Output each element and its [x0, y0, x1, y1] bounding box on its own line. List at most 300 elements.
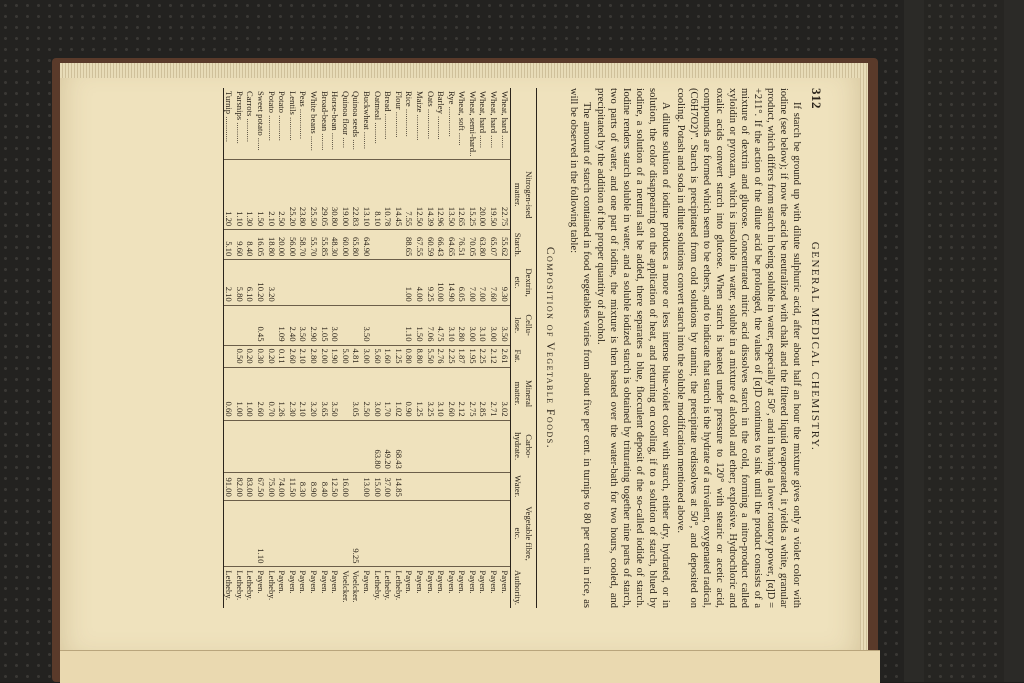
table-cell — [436, 472, 447, 500]
table-cell: 91.00 — [223, 472, 234, 500]
table-cell: 4.75 — [436, 305, 447, 345]
table-row — [255, 88, 266, 608]
table-cell: 3.20 — [266, 260, 277, 305]
food-name-cell: White beans ....... — [309, 91, 319, 151]
table-cell: 2.60 — [287, 345, 298, 367]
table-cell — [340, 260, 351, 305]
table-cell: 2.12 — [457, 367, 468, 420]
table-cell: 1.50 — [255, 160, 266, 230]
table-cell: 2.25 — [478, 345, 489, 367]
food-name-cell: Wheat, hard ...... — [499, 91, 510, 149]
table-cell: 29.05 — [319, 160, 330, 230]
table-cell: Letheby. — [393, 567, 404, 608]
table-cell: 11.50 — [287, 472, 298, 500]
food-name-cell: Wheat, soft ...... — [457, 91, 468, 146]
table-cell: 3.02 — [499, 367, 510, 420]
table-header-row — [510, 88, 536, 608]
food-name-cell: Rice ............. — [404, 91, 415, 137]
table-cell: 15.25 — [467, 160, 478, 230]
table-cell: 12.96 — [436, 160, 447, 230]
table-cell: 8.30 — [298, 472, 309, 500]
table-cell — [277, 500, 288, 567]
table-cell: 23.80 — [298, 160, 309, 230]
table-cell: 75.00 — [266, 472, 277, 500]
table-cell: 0.20 — [266, 345, 277, 367]
table-cell — [234, 500, 245, 567]
table-row — [277, 88, 288, 608]
table-cell: 10.00 — [436, 260, 447, 305]
background-panel — [904, 0, 1024, 682]
table-cell: 30.80 — [330, 160, 341, 230]
table-cell — [383, 305, 394, 345]
table-cell: Voelcker. — [340, 567, 351, 608]
table-cell: 9.25 — [351, 500, 362, 567]
column-header: Authority. — [510, 567, 536, 608]
table-row — [372, 88, 383, 608]
table-cell — [372, 500, 383, 567]
table-cell: Payen. — [425, 567, 436, 608]
table-cell: 37.00 — [383, 472, 394, 500]
food-name-cell: Parsnips .......... — [234, 91, 245, 144]
food-name-cell: Broad-bean ........ — [319, 91, 330, 151]
table-row — [340, 88, 351, 608]
table-cell: Payen. — [467, 567, 478, 608]
table-row — [446, 88, 457, 608]
table-row — [499, 88, 510, 608]
table-cell — [245, 305, 256, 345]
table-cell: 0.30 — [255, 345, 266, 367]
table-cell: 2.85 — [478, 367, 489, 420]
table-cell: 1.90 — [330, 345, 341, 367]
table-cell: 2.50 — [277, 160, 288, 230]
table-cell — [393, 230, 404, 260]
table-cell: 7.06 — [425, 305, 436, 345]
table-cell: Payen. — [361, 567, 372, 608]
table-cell: 10.78 — [383, 160, 394, 230]
table-cell: 12.65 — [457, 160, 468, 230]
table-cell: Payen. — [436, 567, 447, 608]
table-cell: 55.70 — [308, 230, 319, 260]
table-cell: 20.00 — [478, 160, 489, 230]
table-cell: 8.40 — [319, 472, 330, 500]
table-cell: 8.40 — [245, 230, 256, 260]
table-cell: 6.10 — [245, 260, 256, 305]
table-cell: 60.59 — [425, 230, 436, 260]
table-cell: 10.20 — [255, 260, 266, 305]
table-cell: Payen. — [478, 567, 489, 608]
table-cell: 1.00 — [245, 367, 256, 420]
table-row — [393, 88, 404, 608]
table-cell: 55.85 — [319, 230, 330, 260]
table-cell — [277, 420, 288, 472]
table-cell: 82.00 — [234, 472, 245, 500]
table-cell — [340, 420, 351, 472]
table-cell — [287, 260, 298, 305]
table-cell — [287, 500, 298, 567]
table-cell: 3.50 — [361, 305, 372, 345]
table-cell: 2.76 — [436, 345, 447, 367]
table-cell — [298, 500, 309, 567]
table-cell — [351, 305, 362, 345]
food-name-cell: Bread ............ — [383, 91, 394, 140]
table-cell — [499, 500, 510, 567]
table-cell — [404, 500, 415, 567]
table-cell — [457, 500, 468, 567]
food-name-cell: Lentils ........... — [287, 91, 298, 141]
table-cell: 2.75 — [467, 367, 478, 420]
table-cell: 5.10 — [223, 230, 234, 260]
food-name-cell: Wheat, hard ...... — [478, 91, 489, 149]
table-cell: 5.00 — [340, 345, 351, 367]
table-cell — [457, 420, 468, 472]
table-cell: 25.20 — [287, 160, 298, 230]
table-row — [404, 88, 415, 608]
table-cell: 68.43 — [393, 420, 404, 472]
column-header: Water. — [510, 472, 536, 500]
table-cell — [223, 345, 234, 367]
background-panel-texture — [924, 0, 1004, 682]
table-cell: 70.05 — [467, 230, 478, 260]
food-name-cell: Quinoa seeds ..... — [351, 91, 362, 150]
table-cell: 2.80 — [308, 345, 319, 367]
table-cell: 2.10 — [298, 345, 309, 367]
table-cell — [436, 420, 447, 472]
table-cell: 12.50 — [414, 160, 425, 230]
table-cell: 19.50 — [489, 160, 500, 230]
table-cell — [393, 500, 404, 567]
table-cell: 12.50 — [330, 472, 341, 500]
food-name-cell: Sweet potato ...... — [256, 91, 267, 151]
table-cell: 2.61 — [499, 345, 510, 367]
table-cell: 67.50 — [255, 472, 266, 500]
table-cell — [425, 500, 436, 567]
table-cell: 2.10 — [298, 367, 309, 420]
table-cell: 1.00 — [404, 260, 415, 305]
table-cell: 9.60 — [234, 230, 245, 260]
table-cell — [457, 472, 468, 500]
table-row — [489, 88, 500, 608]
table-cell — [308, 260, 319, 305]
table-cell — [489, 472, 500, 500]
table-cell — [372, 230, 383, 260]
table-cell: 18.80 — [266, 230, 277, 260]
table-row — [478, 88, 489, 608]
table-cell — [393, 260, 404, 305]
table-cell — [223, 420, 234, 472]
page-header — [808, 88, 822, 608]
table-cell: Payen. — [319, 567, 330, 608]
table-title: Composition of Vegetable Foods. — [543, 246, 556, 450]
table-cell: 2.25 — [446, 345, 457, 367]
food-name-cell: Potato ............ — [266, 91, 277, 141]
table-row — [308, 88, 319, 608]
table-cell — [298, 420, 309, 472]
table-cell: 8.10 — [372, 160, 383, 230]
table-cell: 1.10 — [255, 500, 266, 567]
table-cell — [383, 500, 394, 567]
table-cell — [287, 420, 298, 472]
table-cell: 3.50 — [499, 305, 510, 345]
food-name-cell: Peas .............. — [298, 91, 309, 139]
table-cell: 3.10 — [446, 305, 457, 345]
table-row — [351, 88, 362, 608]
table-cell: 2.60 — [255, 367, 266, 420]
table-cell — [266, 420, 277, 472]
column-header: Cellu-lose. — [510, 305, 536, 345]
table-cell: 7.55 — [404, 160, 415, 230]
food-name-cell: Flour ............ — [393, 91, 404, 138]
table-cell — [414, 472, 425, 500]
table-cell — [330, 420, 341, 472]
table-cell: 2.12 — [489, 345, 500, 367]
table-cell: Payen. — [298, 567, 309, 608]
table-cell — [234, 420, 245, 472]
table-row — [414, 88, 425, 608]
table-cell: 16.05 — [255, 230, 266, 260]
table-cell: Payen. — [308, 567, 319, 608]
table-cell: 4.00 — [414, 260, 425, 305]
table-cell — [393, 305, 404, 345]
table-cell: 0.50 — [234, 345, 245, 367]
table-cell — [372, 305, 383, 345]
table-cell: 4.81 — [351, 345, 362, 367]
table-cell — [245, 420, 256, 472]
table-cell: 3.00 — [372, 367, 383, 420]
table-cell — [425, 420, 436, 472]
table-row — [234, 88, 245, 608]
table-cell: 25.50 — [308, 160, 319, 230]
table-cell: 2.30 — [287, 367, 298, 420]
table-row — [457, 88, 468, 608]
table-cell: 0.60 — [223, 367, 234, 420]
table-cell: 13.00 — [361, 472, 372, 500]
column-header — [510, 88, 536, 160]
table-cell — [383, 260, 394, 305]
table-cell: 67.55 — [414, 230, 425, 260]
table-cell: 14.39 — [425, 160, 436, 230]
table-header — [510, 88, 536, 608]
food-name-cell: Turnip ............ — [223, 88, 234, 160]
table-cell: 2.10 — [223, 260, 234, 305]
table-cell — [478, 500, 489, 567]
table-cell: 13.10 — [361, 160, 372, 230]
table-cell: 16.00 — [340, 472, 351, 500]
table-cell: 2.10 — [266, 160, 277, 230]
table-cell — [489, 500, 500, 567]
table-cell: 3.50 — [330, 367, 341, 420]
food-name-cell: Potato ............ — [277, 91, 288, 141]
food-name-cell: Oats .............. — [425, 91, 436, 139]
table-cell: Payen. — [499, 567, 510, 608]
table-cell: 19.00 — [340, 160, 351, 230]
paragraph: A dilute solution of iodine produces a more or less intense blue-violet color with starch, either dry, hydrated, or in solution, the color disappearing on the application of heat, and returning on cooling, if to a solution of starch, blued by iodine, a solution of a neutral salt be added, there separates a blue, flocculent deposit of the so-called iodide of starch. Iodine renders starch soluble in water, and a soluble iodized starch is obtained by triturating together nine parts of starch, two parts of water, and one part of iodine, the mixture is then heated over the water-bath for two hours, cooled, and precipitated by the addition of the proper quantity of alcohol. — [595, 88, 672, 608]
table-cell: Letheby. — [372, 567, 383, 608]
table-cell — [319, 500, 330, 567]
table-cell — [308, 420, 319, 472]
table-cell: Letheby. — [383, 567, 394, 608]
food-name-cell: Wheat, semi-hard.. — [467, 91, 478, 157]
table-cell: 20.00 — [277, 230, 288, 260]
table-row — [266, 88, 277, 608]
table-cell: 64.90 — [361, 230, 372, 260]
table-cell: 2.50 — [361, 367, 372, 420]
food-name-cell: Rye .............. — [446, 91, 457, 137]
table-cell: 1.25 — [393, 345, 404, 367]
page-content — [47, 88, 822, 608]
table-cell: 49.20 — [383, 420, 394, 472]
table-cell — [467, 500, 478, 567]
column-header: Carbo-hydrate. — [510, 420, 536, 472]
paragraph: The amount of starch contained in food vegetables varies from about five per cent. in turnips to 80 per cent. in rice, as will be observed in the following table: — [567, 88, 592, 608]
table-cell: 1.50 — [414, 305, 425, 345]
table-cell — [372, 260, 383, 305]
table-cell — [308, 500, 319, 567]
table-cell: 58.70 — [298, 230, 309, 260]
table-cell: Voelcker. — [351, 567, 362, 608]
table-cell: 3.65 — [319, 367, 330, 420]
table-row — [245, 88, 256, 608]
table-cell: 1.30 — [245, 160, 256, 230]
table-cell — [446, 472, 457, 500]
table-cell — [383, 230, 394, 260]
table-row — [467, 88, 478, 608]
table-cell — [361, 500, 372, 567]
table-cell: 7.60 — [489, 260, 500, 305]
table-cell: 15.00 — [372, 472, 383, 500]
table-cell: 83.00 — [245, 472, 256, 500]
table-cell: 65.07 — [489, 230, 500, 260]
table-cell: 22.83 — [351, 160, 362, 230]
table-cell — [499, 472, 510, 500]
table-cell: 1.02 — [393, 367, 404, 420]
table-cell: 1.26 — [277, 367, 288, 420]
table-cell: 2.40 — [287, 305, 298, 345]
table-cell: 66.43 — [436, 230, 447, 260]
table-cell — [298, 260, 309, 305]
table-cell: 2.80 — [457, 305, 468, 345]
table-cell: 0.45 — [255, 305, 266, 345]
table-cell: 3.00 — [489, 305, 500, 345]
table-row — [436, 88, 447, 608]
table-row — [425, 88, 436, 608]
table-cell — [245, 500, 256, 567]
food-name-cell: Maize ............ — [414, 91, 425, 141]
table-cell — [223, 500, 234, 567]
column-header: Fat. — [510, 345, 536, 367]
table-row — [298, 88, 309, 608]
table-row — [223, 88, 234, 608]
table-cell: 1.05 — [319, 305, 330, 345]
table-cell: 9.25 — [425, 260, 436, 305]
table-cell: 55.62 — [499, 230, 510, 260]
table-cell: 3.10 — [478, 305, 489, 345]
table-cell: 1.25 — [414, 367, 425, 420]
column-header: Mineral matter. — [510, 367, 536, 420]
table-cell — [330, 260, 341, 305]
table-cell — [436, 500, 447, 567]
food-name-cell: Buckwheat ........ — [361, 91, 372, 149]
table-cell: 60.00 — [340, 230, 351, 260]
table-cell: 63.80 — [478, 230, 489, 260]
table-cell: Payen. — [287, 567, 298, 608]
table-cell: 63.80 — [372, 420, 383, 472]
running-title: GENERAL MEDICAL CHEMISTRY. — [809, 241, 821, 452]
table-cell: 5.50 — [425, 345, 436, 367]
table-cell: 2.00 — [319, 345, 330, 367]
table-cell — [266, 500, 277, 567]
table-cell: 14.85 — [393, 472, 404, 500]
table-cell — [499, 420, 510, 472]
table-cell — [255, 420, 266, 472]
table-cell: 3.25 — [425, 367, 436, 420]
table-cell: 1.10 — [234, 160, 245, 230]
facing-page-edge — [60, 650, 880, 683]
table-cell: Payen. — [446, 567, 457, 608]
table-cell: 0.70 — [266, 367, 277, 420]
table-cell — [351, 420, 362, 472]
column-header: Nitrogen-ised matter. — [510, 160, 536, 230]
table-cell: 7.00 — [478, 260, 489, 305]
table-cell: 1.70 — [383, 367, 394, 420]
table-cell: 2.60 — [446, 367, 457, 420]
table-cell — [361, 420, 372, 472]
table-cell: 7.00 — [467, 260, 478, 305]
table-cell: 0.20 — [245, 345, 256, 367]
table-cell: Payen. — [489, 567, 500, 608]
table-cell: Payen. — [414, 567, 425, 608]
food-name-cell: Quinoa flour ..... — [340, 91, 351, 149]
table-cell: Payen. — [277, 567, 288, 608]
table-cell: 1.10 — [404, 305, 415, 345]
table-cell — [446, 420, 457, 472]
table-cell — [223, 305, 234, 345]
table-cell: Letheby. — [245, 567, 256, 608]
table-cell — [330, 500, 341, 567]
table-cell: 5.60 — [372, 345, 383, 367]
table-cell: 3.00 — [330, 305, 341, 345]
table-cell: 1.60 — [383, 345, 394, 367]
paragraph: If starch be ground up with dilute sulphuric acid, after about half an hour the mixture gives only a violet color with iodine (see below); if now the acid be neutralized with chalk and the filtered liquid evaporated, it yields a white, granular product, which differs from starch in being soluble in water, especially at 50°, and in having a lower rotatory power, [α]D = +211°. If the action of the dilute acid be prolonged, the values of [α]D continues to sink until the product consists of a mixture of dextrin and glucose. Concentrated nitric acid dissolves starch in the cold, forming a nitro-product called xyloidin or pyroxam, which is insoluble in water, soluble in a mixture of alcohol and ether; explosive. Hydrochloric and oxalic acids convert starch into glucose. When starch is heated under pressure to 120° with stearic or acetic acid, compounds are formed which seem to be ethers, and to indicate that starch is the hydrate of a trivalent, oxygenated radical, (C6H7O2)‴. Starch is precipitated from cold solutions by tannin; the precipitate redissolves at 50°, and deposited on cooling. Potash and soda in dilute solutions convert starch into the soluble modification mentioned above. — [674, 88, 803, 608]
table-row — [287, 88, 298, 608]
table-cell: 3.00 — [467, 305, 478, 345]
table-cell — [340, 305, 351, 345]
table-cell: 3.20 — [308, 367, 319, 420]
table-cell: 1.09 — [277, 305, 288, 345]
table-cell: 1.00 — [234, 367, 245, 420]
column-header: Starch. — [510, 230, 536, 260]
table-cell: Payen. — [457, 567, 468, 608]
table-cell — [467, 420, 478, 472]
table-cell: 88.65 — [404, 230, 415, 260]
table-cell — [467, 472, 478, 500]
table-cell: Letheby. — [266, 567, 277, 608]
table-cell: 76.51 — [457, 230, 468, 260]
food-name-cell: Horse-bean ........ — [330, 91, 341, 150]
table-cell: 0.11 — [277, 345, 288, 367]
table-cell: 56.00 — [287, 230, 298, 260]
table-cell: Payen. — [330, 567, 341, 608]
table-cell: 3.05 — [351, 367, 362, 420]
table-cell: 0.90 — [404, 367, 415, 420]
table-cell: 8.90 — [308, 472, 319, 500]
table-cell: 13.50 — [446, 160, 457, 230]
table-cell: 8.80 — [414, 345, 425, 367]
table-cell: 2.71 — [489, 367, 500, 420]
table-cell — [478, 472, 489, 500]
table-cell — [266, 305, 277, 345]
page-number: 312 — [809, 88, 824, 109]
table-body — [223, 88, 510, 608]
